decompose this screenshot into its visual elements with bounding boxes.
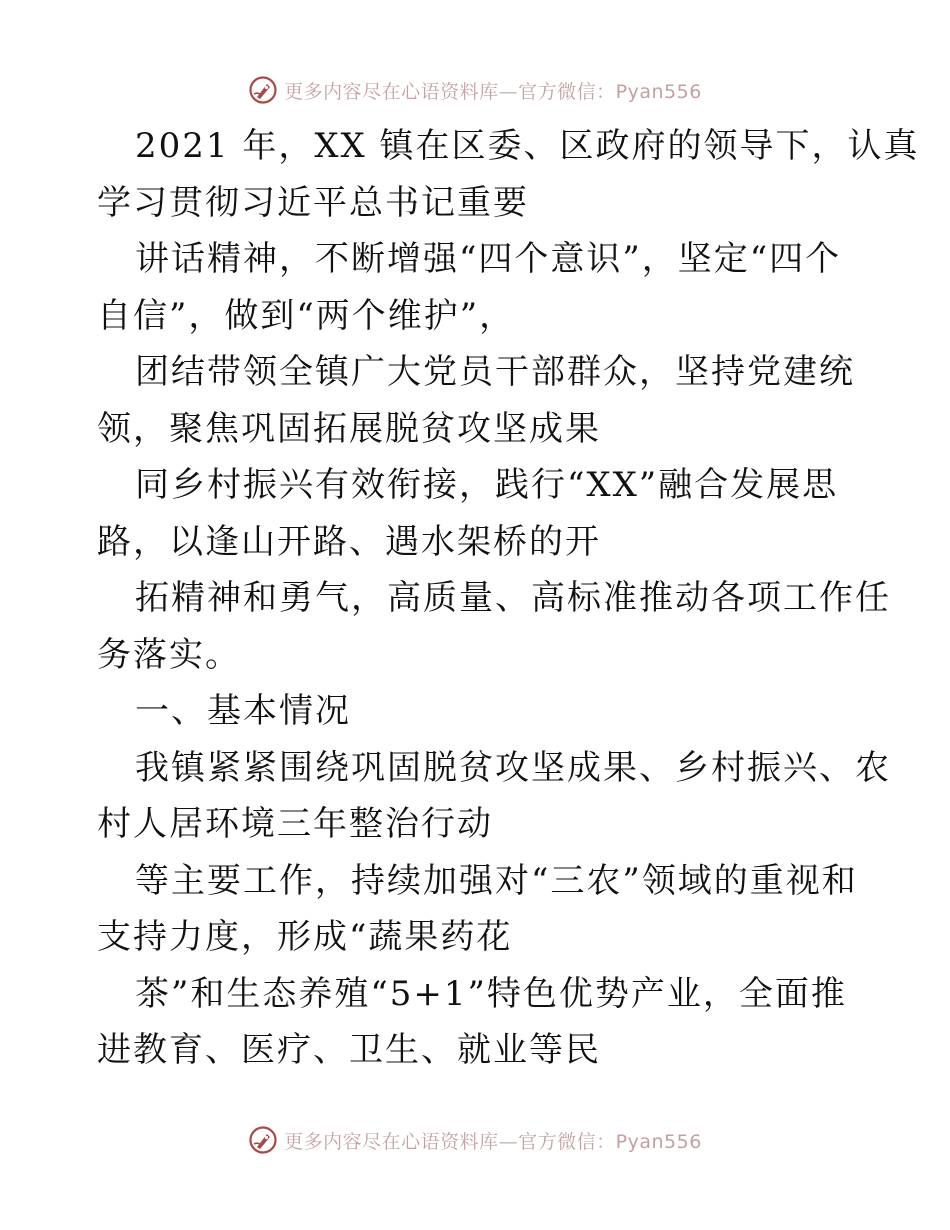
paragraph-line: 路，以逢山开路、遇水架桥的开	[97, 521, 601, 562]
watermark-separator: —	[498, 80, 519, 103]
paragraph-line: 务落实。	[97, 634, 241, 675]
document-body	[97, 118, 920, 1079]
footer-watermark-banner	[0, 1120, 950, 1160]
paragraph-line: 团结带领全镇广大党员干部群众，坚持党建统	[135, 352, 855, 392]
watermark-title: 更多内容尽在心语资料库	[284, 80, 499, 103]
pen-nib-circle-logo-icon	[248, 1125, 278, 1155]
watermark-text	[284, 77, 702, 104]
paragraph-line: 讲话精神，不断增强“四个意识”，坚定“四个	[135, 239, 842, 279]
paragraph-line: 拓精神和勇气，高质量、高标准推动各项工作任	[135, 578, 891, 618]
paragraph-line: 2021 年，XX 镇在区委、区政府的领导下，认真	[135, 126, 920, 166]
pen-nib-circle-logo-icon	[248, 75, 278, 105]
paragraph-line: 学习贯彻习近平总书记重要	[97, 182, 529, 223]
paragraph-line: 同乡村振兴有效衔接，践行“XX”融合发展思	[135, 465, 839, 505]
watermark-separator: —	[498, 1130, 519, 1153]
watermark-wechat: 官方微信：Pyan556	[518, 1130, 702, 1153]
paragraph-line: 自信”，做到“两个维护”，	[97, 295, 516, 336]
paragraph-line: 村人居环境三年整治行动	[97, 804, 493, 844]
paragraph-line: 进教育、医疗、卫生、就业等民	[97, 1030, 601, 1070]
paragraph-line: 茶”和生态养殖“5+1”特色优势产业，全面推	[135, 973, 847, 1014]
paragraph-line: 领，聚焦巩固拓展脱贫攻坚成果	[97, 408, 601, 449]
watermark-wechat: 官方微信：Pyan556	[518, 80, 702, 103]
watermark-title: 更多内容尽在心语资料库	[284, 1130, 499, 1153]
paragraph-line: 支持力度，形成“蔬果药花	[97, 917, 513, 957]
paragraph-line: 我镇紧紧围绕巩固脱贫攻坚成果、乡村振兴、农	[135, 747, 891, 788]
paragraph-line: 等主要工作，持续加强对“三农”领域的重视和	[135, 860, 858, 901]
watermark-text	[284, 1127, 702, 1154]
section-heading: 一、基本情况	[135, 691, 351, 731]
header-watermark-banner	[0, 70, 950, 110]
